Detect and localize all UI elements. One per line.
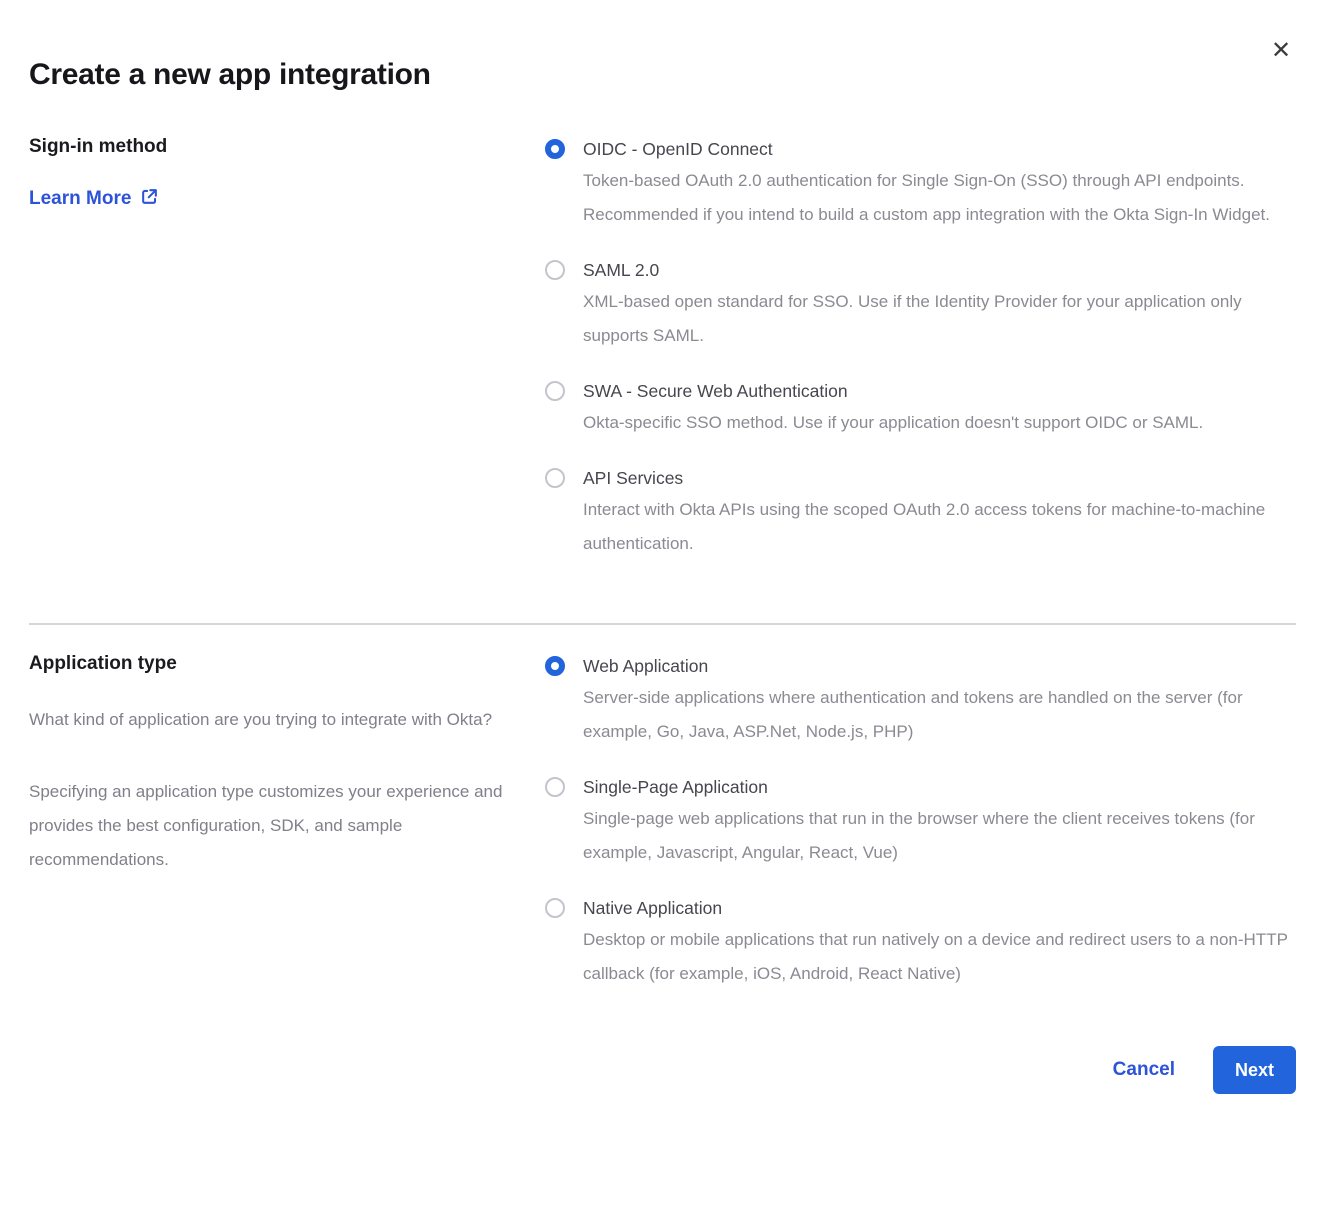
- dialog-footer: [29, 1046, 1296, 1094]
- radio-icon[interactable]: [545, 656, 565, 676]
- radio-option-native-application[interactable]: [545, 895, 1296, 991]
- option-label: SAML 2.0: [583, 260, 660, 280]
- cancel-button[interactable]: Cancel: [1112, 1059, 1175, 1080]
- radio-icon[interactable]: [545, 381, 565, 401]
- option-label: Single-Page Application: [583, 777, 768, 797]
- radio-icon[interactable]: [545, 260, 565, 280]
- option-label: Native Application: [583, 898, 723, 918]
- radio-icon[interactable]: [545, 468, 565, 488]
- radio-option-swa[interactable]: [545, 378, 1296, 440]
- option-label: Web Application: [583, 656, 709, 676]
- section-divider: [29, 623, 1296, 625]
- option-description: Okta-specific SSO method. Use if your application doesn't support OIDC or SAML.: [583, 413, 1204, 432]
- external-link-icon: [140, 187, 159, 212]
- option-description: Interact with Okta APIs using the scoped OAuth 2.0 access tokens for machine-to-machine authentication.: [583, 500, 1266, 553]
- page-title: Create a new app integration: [29, 58, 431, 91]
- radio-option-web-application[interactable]: [545, 653, 1296, 749]
- application-type-question: What kind of application are you trying to integrate with Okta?: [29, 710, 493, 729]
- next-button[interactable]: Next: [1213, 1046, 1296, 1094]
- option-label: OIDC - OpenID Connect: [583, 139, 773, 159]
- radio-icon[interactable]: [545, 777, 565, 797]
- radio-icon[interactable]: [545, 898, 565, 918]
- radio-option-single-page-application[interactable]: [545, 774, 1296, 870]
- option-label: API Services: [583, 468, 684, 488]
- radio-icon[interactable]: [545, 139, 565, 159]
- close-icon[interactable]: ✕: [1264, 34, 1298, 68]
- learn-more-link[interactable]: [29, 186, 159, 211]
- learn-more-label: Learn More: [29, 187, 132, 209]
- signin-method-section: [29, 136, 1296, 561]
- option-description: Server-side applications where authentication and tokens are handled on the server (for example, Go, Java, ASP.Net, Node.js, PHP): [583, 688, 1243, 741]
- option-description: Token-based OAuth 2.0 authentication for Single Sign-On (SSO) through API endpoints. Recommended if you intend to build a custom app integration with the Okta Sign-In Widget.: [583, 171, 1270, 224]
- option-description: Desktop or mobile applications that run natively on a device and redirect users to a non-HTTP callback (for example, iOS, Android, React Native): [583, 930, 1288, 983]
- radio-option-oidc[interactable]: [545, 136, 1296, 232]
- radio-option-api-services[interactable]: [545, 465, 1296, 561]
- application-type-section: [29, 653, 1296, 991]
- application-type-explainer: Specifying an application type customizes your experience and provides the best configuration, SDK, and sample recommendations.: [29, 782, 503, 869]
- option-description: XML-based open standard for SSO. Use if the Identity Provider for your application only supports SAML.: [583, 292, 1242, 345]
- option-label: SWA - Secure Web Authentication: [583, 381, 848, 401]
- application-type-heading: Application type: [29, 653, 177, 674]
- option-description: Single-page web applications that run in the browser where the client receives tokens (for example, Javascript, Angular, React, Vue): [583, 809, 1255, 862]
- signin-method-heading: Sign-in method: [29, 136, 168, 157]
- radio-option-saml[interactable]: [545, 257, 1296, 353]
